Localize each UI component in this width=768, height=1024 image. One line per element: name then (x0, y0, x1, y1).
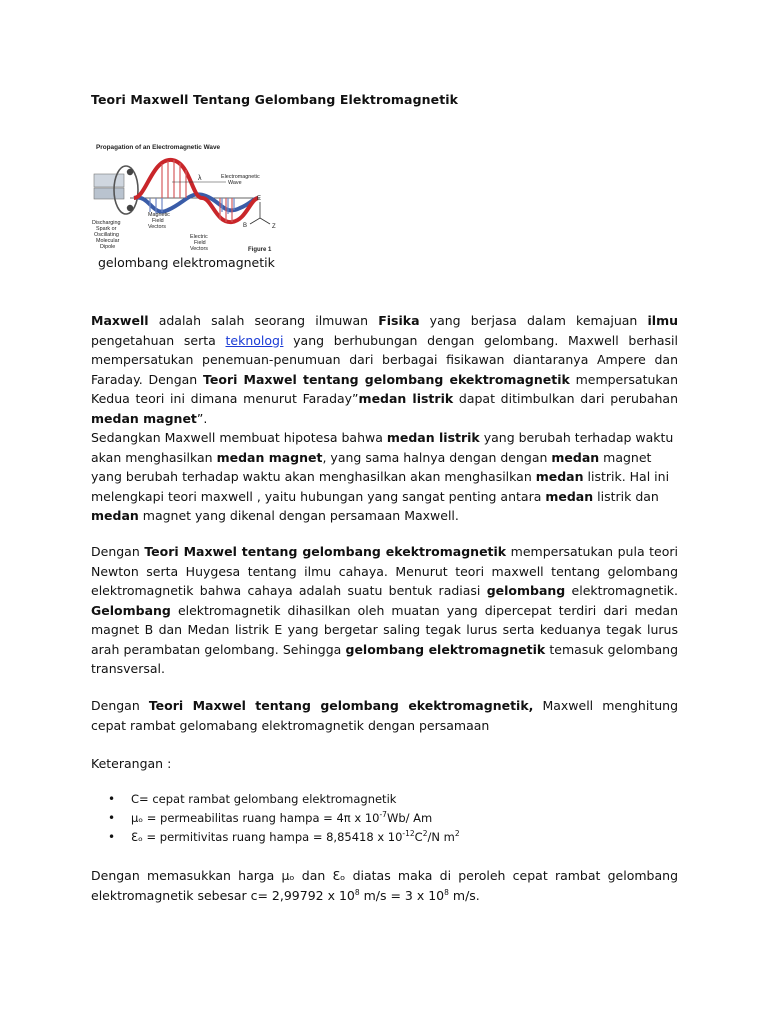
spark-ball-top-icon (127, 169, 133, 175)
spark-ball-bottom-icon (127, 205, 133, 211)
figure-heading: Propagation of an Electromagnetic Wave (96, 144, 221, 151)
magnetic-label-2: Field (152, 218, 164, 224)
wave-label-1: Electromagnetic (221, 174, 260, 180)
axis-b-line (250, 218, 260, 224)
source-label-5: Dipole (100, 244, 116, 250)
axis-z-label: Z (272, 224, 276, 230)
source-label-1: Discharging (92, 220, 121, 226)
electric-label-2: Field (194, 240, 206, 246)
keterangan-list (108, 790, 528, 847)
electric-label-3: Vectors (190, 246, 208, 252)
source-label-3: Oscillating (94, 232, 119, 238)
figure-caption: gelombang elektromagnetik (98, 255, 275, 270)
paragraph-1: Maxwell adalah salah seorang ilmuwan Fisika yang berjasa dalam kemajuan ilmu pengetahuan serta teknologi yang berhubungan dengan gelombang. Maxwell berhasil mempersatukan penemuan-penumuan dari berbagai fisikawan diantaranya Ampere dan Faraday. Dengan Teori Maxwel tentang gelombang ekektromagnetik mempersatukan Kedua teori ini dimana menurut Faraday”medan listrik dapat ditimbulkan dari perubahan medan magnet”. (91, 313, 679, 426)
paragraph-2: Sedangkan Maxwell membuat hipotesa bahwa medan listrik yang berubah terhadap waktu akan menghasilkan medan magnet, yang sama halnya dengan dengan medan magnet yang berubah terhadap waktu akan menghasilkan akan menghasilkan medan listrik. Hal ini melengkapi teori maxwell , yaitu hubungan yang sangat penting antara medan listrik dan medan magnet yang dikenal dengan persamaan Maxwell. (91, 430, 674, 523)
teknologi-link[interactable]: teknologi (225, 332, 284, 348)
list-item: • C= cepat rambat gelombang elektromagnetik (108, 790, 528, 809)
magnetic-label-3: Vectors (148, 224, 166, 230)
list-item: • Ɛₒ = permitivitas ruang hampa = 8,85418 x $10^{-12}C^2/N$ $m^2$ (108, 828, 528, 847)
lambda-label: λ (198, 175, 202, 182)
axis-b-label: B (243, 223, 248, 229)
source-label-2: Spark or (96, 226, 117, 232)
magnetic-label-1: Magnetic (148, 212, 170, 218)
source-label-4: Molecular (96, 238, 120, 244)
electric-label-1: Electric (190, 234, 208, 240)
document-title: Teori Maxwell Tentang Gelombang Elektromagnetik (91, 92, 459, 107)
wave-label-2: Wave (228, 180, 242, 186)
paragraph-5: Dengan memasukkan harga μₒ dan Ɛₒ diatas maka di peroleh cepat rambat gelombang elektromagnetik sebesar c= 2,99792 x $10^8$ m/s = 3 x $10^8$ m/s. (91, 868, 678, 903)
paragraph-4: Dengan Teori Maxwel tentang gelombang ekektromagnetik, Maxwell menghitung cepat rambat gelomabang elektromagnetik dengan persamaan (91, 698, 679, 733)
paragraph-3: Dengan Teori Maxwel tentang gelombang ekektromagnetik mempersatukan pula teori Newton serta Huygesa tentang ilmu cahaya. Menurut teori maxwell tentang gelombang elektromagnetik bahwa cahaya adalah suatu bentuk radiasi gelombang elektromagnetik. Gelombang elektromagnetik dihasilkan oleh muatan yang dipercepat terdiri dari medan magnet B dan Medan listrik E yang bergetar saling tegak lurus serta keduanya tegak lurus arah perambatan gelombang. Sehingga gelombang elektromagnetik temasuk gelombang transversal. (91, 544, 679, 676)
axis-e-label: E (257, 196, 262, 202)
source-plate-top-icon (94, 174, 124, 187)
em-wave-figure (90, 138, 285, 258)
axis-z-line (260, 218, 270, 224)
list-item: • μₒ = permeabilitas ruang hampa = 4π x $10^{-7}Wb/$ Am (108, 809, 528, 828)
magnetic-wave-icon (134, 194, 258, 211)
figure-number: Figure 1 (248, 247, 272, 253)
keterangan-label: Keterangan : (91, 756, 172, 771)
source-plate-bottom-icon (94, 188, 124, 199)
